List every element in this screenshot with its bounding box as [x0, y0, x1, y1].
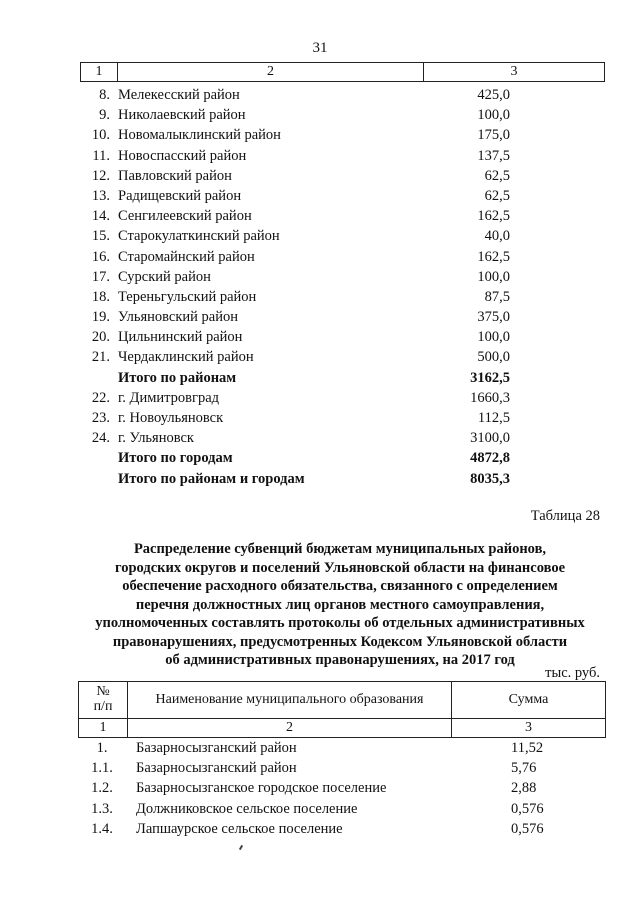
- table2-index-col2: 2: [128, 719, 452, 737]
- row-number: 1.2.: [91, 780, 113, 797]
- row-name: Ульяновский район: [118, 309, 239, 326]
- row-name: г. Ульяновск: [118, 430, 194, 447]
- row-value: 3100,0: [470, 430, 510, 447]
- row-value: 62,5: [484, 187, 510, 204]
- table-row: [80, 428, 605, 448]
- row-name: Чердаклинский район: [118, 349, 254, 366]
- row-value: 100,0: [477, 329, 510, 346]
- row-number: 23.: [91, 410, 110, 426]
- table-row: [80, 408, 605, 428]
- table2-header: [78, 681, 606, 738]
- row-name: Итого по районам: [118, 369, 237, 386]
- table2-body: [78, 738, 606, 839]
- total-row: [80, 448, 605, 468]
- row-number: 1.1.: [91, 760, 113, 777]
- row-value: 40,0: [484, 228, 510, 245]
- row-number: 11.: [92, 147, 110, 164]
- table2-header-name: Наименование муниципального образования: [128, 682, 452, 718]
- row-value: 425,0: [477, 87, 510, 103]
- title-line: уполномоченных составлять протоколы об отдельных административных: [95, 615, 585, 631]
- table-row: [78, 819, 606, 839]
- row-number: 18.: [91, 288, 110, 305]
- row-value: 137,5: [477, 147, 510, 164]
- title-line: перечня должностных лиц органов местного самоуправления,: [135, 596, 545, 613]
- title-line: городских округов и поселений Ульяновской области на финансовое: [114, 559, 566, 576]
- row-name: Мелекесский район: [118, 87, 240, 103]
- table-row: [78, 799, 606, 819]
- row-value: 375,0: [477, 309, 510, 326]
- total-row: [80, 469, 605, 489]
- row-name: Итого по городам: [118, 450, 233, 467]
- row-number: 13.: [91, 187, 110, 204]
- row-name: Новоспасский район: [118, 147, 247, 164]
- row-name: Николаевский район: [118, 107, 246, 124]
- row-number: 24.: [91, 430, 110, 447]
- row-number: 16.: [91, 248, 110, 265]
- row-number: 1.3.: [91, 800, 113, 817]
- row-name: Павловский район: [118, 167, 232, 184]
- row-value: 1660,3: [470, 389, 510, 406]
- table-row: [78, 758, 606, 778]
- row-number: 14.: [91, 208, 110, 225]
- row-name: Лапшаурское сельское поселение: [136, 820, 343, 837]
- row-name: Базарносызганский район: [136, 740, 297, 756]
- title-line: об административных правонарушениях, на 2017 год: [165, 652, 515, 668]
- row-name: Сенгилеевский район: [118, 208, 252, 225]
- table-row: [78, 778, 606, 798]
- row-name: г. Димитровград: [118, 389, 220, 406]
- row-value: 2,88: [511, 780, 537, 797]
- table2-header-sum: Сумма: [508, 692, 549, 707]
- row-name: Базарносызганское городское поселение: [136, 780, 387, 797]
- title-line: правонарушениях, предусмотренных Кодексом Ульяновской области: [112, 633, 568, 650]
- row-value: 11,52: [511, 740, 544, 756]
- row-value: 62,5: [484, 167, 510, 184]
- row-name: Новомалыклинский район: [118, 127, 281, 144]
- table1-header: [80, 62, 605, 82]
- title-line: обеспечение расходного обязательства, связанного с определением: [122, 578, 558, 594]
- row-value: 87,5: [484, 288, 510, 305]
- total-row: [80, 368, 605, 388]
- scan-mark: [239, 845, 243, 850]
- row-number: 9.: [99, 107, 110, 124]
- row-name: Старокулаткинский район: [118, 228, 280, 245]
- table-label: Таблица 28: [530, 508, 600, 524]
- table1-header-col3: 3: [510, 64, 518, 79]
- row-number: 8.: [99, 87, 110, 103]
- table-row: [80, 388, 605, 408]
- row-value: 162,5: [477, 248, 510, 265]
- units-label: тыс. руб.: [545, 665, 600, 681]
- row-name: Базарносызганский район: [136, 760, 297, 777]
- table1-body: [80, 85, 605, 489]
- row-number: 17.: [91, 268, 110, 285]
- row-number: 12.: [91, 167, 110, 184]
- table-row: [80, 166, 605, 186]
- row-value: 162,5: [477, 208, 510, 225]
- row-name: Сурский район: [118, 268, 211, 285]
- row-number: 10.: [91, 127, 110, 144]
- table-row: [80, 186, 605, 206]
- row-name: Итого по районам и городам: [118, 470, 305, 487]
- page-number: 31: [312, 40, 328, 56]
- row-value: 500,0: [477, 349, 510, 366]
- row-value: 112,5: [477, 410, 510, 426]
- row-number: 1.4.: [91, 820, 113, 837]
- table-row: [80, 307, 605, 327]
- row-value: 3162,5: [470, 369, 510, 386]
- table-row: [80, 347, 605, 367]
- row-name: Тереньгульский район: [118, 288, 257, 305]
- table-row: [80, 206, 605, 226]
- row-number: 21.: [91, 349, 110, 366]
- table-row: [78, 738, 606, 758]
- table-row: [80, 85, 605, 105]
- row-number: 19.: [91, 309, 110, 326]
- table-row: [80, 105, 605, 125]
- table1-header-col2: 2: [118, 63, 424, 81]
- row-name: Старомайнский район: [118, 248, 255, 265]
- table2-title: [70, 540, 610, 670]
- table2-index-col1: 1: [79, 719, 128, 737]
- row-value: 0,576: [511, 800, 544, 817]
- table-row: [80, 247, 605, 267]
- table-row: [80, 146, 605, 166]
- table-row: [80, 267, 605, 287]
- table2-header-number: № п/п: [79, 682, 128, 718]
- row-name: Радищевский район: [118, 187, 242, 204]
- table-row: [80, 287, 605, 307]
- table-row: [80, 226, 605, 246]
- title-line: Распределение субвенций бюджетам муниципальных районов,: [133, 541, 547, 557]
- row-value: 5,76: [511, 760, 537, 777]
- row-value: 175,0: [477, 127, 510, 144]
- table1-header-col1: 1: [81, 63, 118, 81]
- row-value: 100,0: [477, 268, 510, 285]
- row-name: г. Новоульяновск: [118, 410, 224, 426]
- table-row: [80, 327, 605, 347]
- row-name: Должниковское сельское поселение: [136, 800, 358, 817]
- row-value: 4872,8: [470, 450, 510, 467]
- row-number: 1.: [96, 740, 108, 756]
- row-value: 8035,3: [470, 470, 510, 487]
- row-value: 100,0: [477, 107, 510, 124]
- table2-index-col3: 3: [525, 720, 532, 735]
- row-name: Цильнинский район: [118, 329, 243, 346]
- table-row: [80, 125, 605, 145]
- row-value: 0,576: [511, 820, 544, 837]
- row-number: 22.: [91, 389, 110, 406]
- row-number: 15.: [91, 228, 110, 245]
- row-number: 20.: [91, 329, 110, 346]
